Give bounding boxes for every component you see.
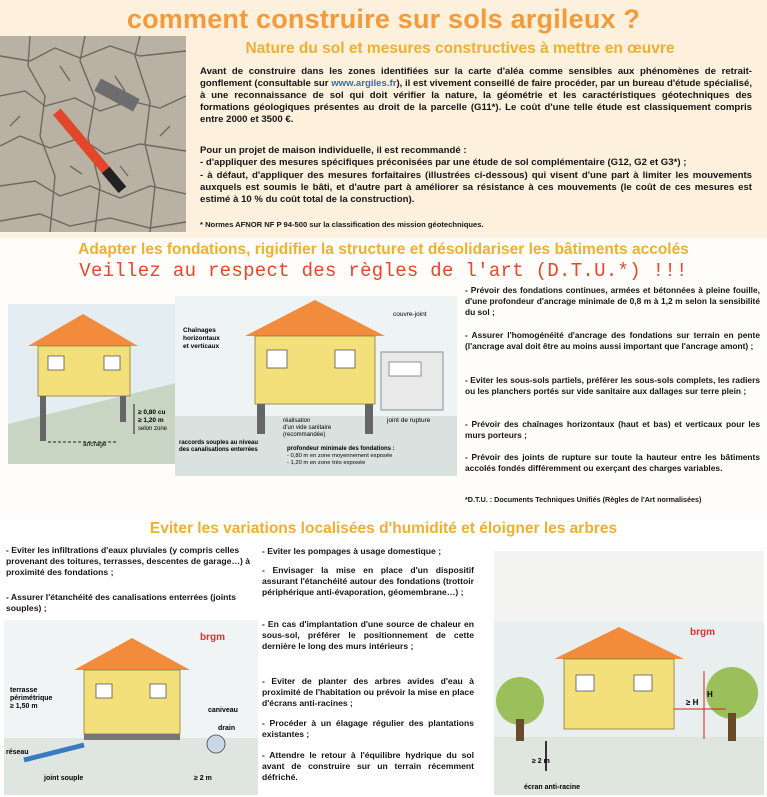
- chainages-label-3: et verticaux: [183, 343, 220, 350]
- section-humidity-trees: [0, 515, 767, 797]
- section1-paragraph1: [200, 66, 752, 126]
- vide-sanitaire-label-3: (recommandée): [283, 432, 326, 438]
- depth-label-3: selon zone: [138, 426, 168, 432]
- raccords-label-1: raccords souples au niveau: [179, 440, 259, 446]
- argiles-link[interactable]: www.argiles.fr: [331, 78, 397, 90]
- slope-foundation-diagram: [8, 304, 180, 464]
- reseau-label: réseau: [6, 749, 29, 756]
- joint-souple-label: joint souple: [44, 775, 84, 782]
- vide-sanitaire-label-2: d'un vide sanitaire: [283, 425, 332, 431]
- foundation-bullet-2: - Assurer l'homogénéité d'ancrage des fondations sur terrain en pente (l'ancrage aval doit être au moins aussi important que l'ancrage amont) ;: [465, 330, 760, 351]
- section1-recommendation-item1: - d'appliquer des mesures spécifiques préconisées par une étude de sol complémentaire (G12, G2 et G3*) ;: [200, 157, 687, 168]
- humidity-mid-item-2: - Envisager la mise en place d'un dispositif assurant l'étanchéité autour des fondations (trottoir périphérique anti-évaporation, géomembrane…) ;: [262, 565, 474, 597]
- humidity-mid-item-6: - Attendre le retour à l'équilibre hydrique du sol avant de construire sur un terrain récemment défriché.: [262, 750, 474, 782]
- profondeur-label-3: - 1,20 m en zone très exposée: [287, 460, 366, 466]
- depth-label-2: ≥ 1,20 m: [138, 417, 164, 424]
- terrasse-label-3: ≥ 1,50 m: [10, 703, 38, 710]
- section1-heading: Nature du sol et mesures constructives à mettre en œuvre: [245, 40, 675, 57]
- humidity-mid-item-1: - Eviter les pompages à usage domestique ;: [262, 546, 442, 556]
- section2-heading: Adapter les fondations, rigidifier la structure et désolidariser les bâtiments accolés: [78, 241, 689, 258]
- brgm-logo: brgm: [690, 627, 715, 638]
- ge-h-label: ≥ H: [686, 698, 699, 707]
- section-soil-nature: [0, 0, 767, 238]
- structure-joint-diagram: [175, 296, 457, 476]
- annex-building: [381, 352, 443, 410]
- cracked-earth-hammer-image: [0, 36, 186, 232]
- section1-paragraph1-end: ), il est vivement conseillé de faire procéder, par un bureau d'étude spécialisé, à une reconnaissance de sol qui doit vérifier la nature, la géométrie et les caractéristiques géotechniques des formations géologiques présentes au droit de la parcelle (G11*). Le coût d'une telle étude est classiquement compris entre 2000 et 3500 €.: [200, 78, 752, 126]
- humidity-left-item-2: - Assurer l'étanchéité des canalisations enterrées (joints souples) ;: [6, 592, 237, 613]
- humidity-left-item-1: - Eviter les infiltrations d'eaux pluviales (y compris celles provenant des toitures, terrasses, descentes de garage…) à proximité des fondations ;: [6, 545, 251, 577]
- couvre-joint-label: couvre-joint: [393, 311, 427, 318]
- chainages-label-2: horizontaux: [183, 335, 220, 342]
- section3-heading: Eviter les variations localisées d'humidité et éloigner les arbres: [149, 520, 618, 537]
- profondeur-label-1: profondeur minimale des fondations :: [287, 446, 395, 452]
- drainage-diagram: [4, 620, 258, 795]
- h-label: H: [707, 690, 713, 699]
- tree-icon: [496, 677, 544, 725]
- section2-subheading: Veillez au respect des règles de l'art (D.T.U.*) !!!: [79, 260, 688, 282]
- foundation-bullet-3: - Eviter les sous-sols partiels, préférer les sous-sols complets, les radiers ou les planchers portés sur vide sanitaire aux dallages sur terre plein ;: [465, 375, 760, 396]
- section1-paragraph1-start: Avant de construire dans les zones identifiées sur la carte d'aléa comme sensibles aux phénomènes de retrait-gonflement (consultable sur: [200, 66, 752, 90]
- humidity-mid-item-3: - En cas d'implantation d'une source de chaleur en sous-sol, préférer le positionnement de cette dernière le long des murs intérieurs ;: [262, 619, 474, 651]
- house-wall: [564, 659, 674, 729]
- foundation-bullet-4: - Prévoir des chaînages horizontaux (haut et bas) et verticaux pour les murs porteurs ;: [465, 419, 760, 440]
- tree-icon: [706, 667, 758, 719]
- chainages-label-1: Chaînages: [183, 327, 216, 334]
- humidity-mid-item-5: - Procéder à un élagage régulier des plantations existantes ;: [262, 718, 474, 739]
- drain-label: drain: [218, 725, 236, 732]
- house-wall: [84, 670, 180, 734]
- joint-rupture-label: joint de rupture: [387, 417, 431, 424]
- house-wall: [38, 346, 130, 396]
- depth-2m-label: ≥ 2 m: [532, 758, 550, 765]
- trees-distance-diagram: [494, 551, 764, 795]
- vide-sanitaire-label-1: réalisation: [283, 418, 311, 424]
- section1-recommendation-intro: Pour un projet de maison individuelle, il est recommandé :: [200, 145, 467, 156]
- humidity-mid-item-4: - Eviter de planter des arbres avides d'eau à proximité de l'habitation ou prévoir la mise en place d'écrans anti-racines ;: [262, 676, 474, 708]
- terrasse-label-2: périmétrique: [10, 695, 53, 702]
- profondeur-label-2: - 0,80 m en zone moyennement exposée: [287, 453, 393, 459]
- raccords-label-2: des canalisations enterrées: [179, 447, 258, 453]
- page-title: comment construire sur sols argileux ?: [126, 4, 641, 34]
- foundation-bullet-5: - Prévoir des joints de rupture sur toute la hauteur entre les bâtiments accolés fondés différemment ou exerçant des charges variables.: [465, 452, 760, 473]
- anchor-label: ancrage: [83, 441, 107, 448]
- ecran-label: écran anti-racine: [524, 784, 581, 791]
- section1-footnote: * Normes AFNOR NF P 94-500 sur la classification des mission géotechniques.: [200, 220, 484, 229]
- section-foundations: [0, 238, 767, 515]
- terrasse-label-1: terrasse: [10, 687, 38, 694]
- foundation-bullet-1: - Prévoir des fondations continues, armées et bétonnées à pleine fouille, d'une profondeur d'ancrage minimale de 0,8 m à 1,2 m selon la sensibilité du sol ;: [465, 285, 760, 317]
- section2-footnote: *D.T.U. : Documents Techniques Unifiés (Règles de l'Art normalisées): [465, 495, 702, 504]
- caniveau-label: caniveau: [208, 707, 238, 714]
- depth-label-1: ≥ 0,80 cu: [138, 409, 166, 416]
- section1-recommendation-item2: - à défaut, d'appliquer des mesures forfaitaires (illustrées ci-dessous) qui visent d'une part à limiter les mouvements auxquels est soumis le bâti, et d'autre part à améliorer sa résistance à ces mouvements (le coût de ces mesures est estimé à 10 % du coût total de la construction).: [200, 170, 752, 206]
- brgm-logo: brgm: [200, 632, 225, 643]
- distance-label: ≥ 2 m: [194, 775, 212, 782]
- house-wall: [255, 336, 375, 404]
